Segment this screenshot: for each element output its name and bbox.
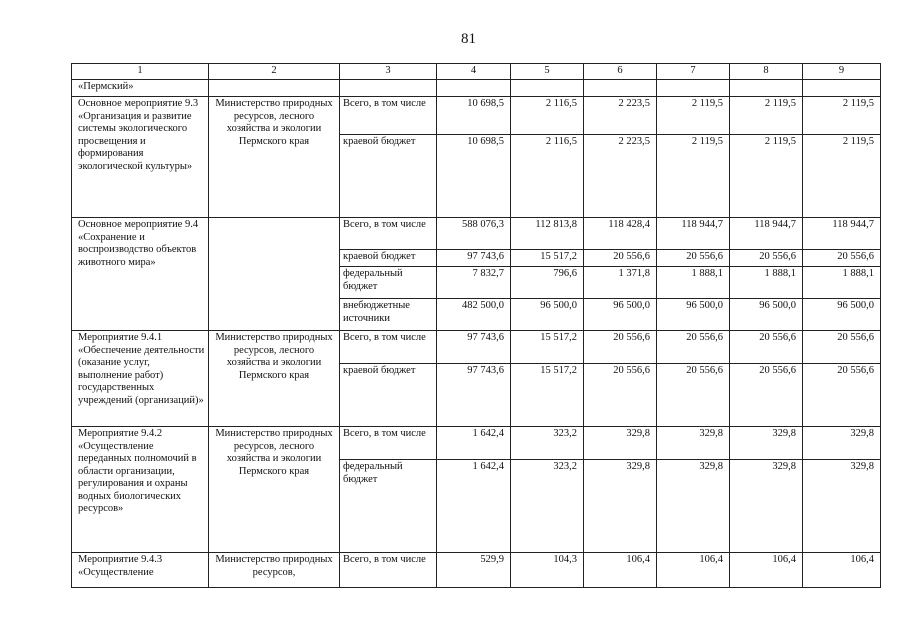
source-cell: Всего, в том числе — [340, 427, 437, 460]
responsible-cell: Министерство природных ресурсов, лесного хозяйства и экологии Пермского края — [209, 97, 340, 218]
value-cell: 20 556,6 — [730, 331, 803, 364]
value-cell: 2 119,5 — [657, 97, 730, 135]
table-row — [72, 218, 881, 250]
table-row — [72, 553, 881, 588]
column-header: 6 — [584, 64, 657, 80]
value-cell: 1 642,4 — [437, 460, 511, 553]
continuation-label: «Пермский» — [72, 80, 209, 97]
value-cell: 588 076,3 — [437, 218, 511, 250]
column-header: 5 — [511, 64, 584, 80]
value-cell: 2 119,5 — [730, 97, 803, 135]
value-cell: 106,4 — [730, 553, 803, 588]
value-cell: 329,8 — [584, 460, 657, 553]
measure-cell: Мероприятие 9.4.2 «Осуществление переданных полномочий в области организации, регулирования и охраны водных биологических ресурсов» — [72, 427, 209, 553]
responsible-cell — [209, 218, 340, 331]
value-cell: 97 743,6 — [437, 331, 511, 364]
budget-table — [71, 63, 881, 588]
value-cell: 20 556,6 — [657, 364, 730, 427]
value-cell: 529,9 — [437, 553, 511, 588]
value-cell: 118 944,7 — [730, 218, 803, 250]
value-cell: 97 743,6 — [437, 250, 511, 267]
value-cell: 106,4 — [657, 553, 730, 588]
value-cell: 20 556,6 — [584, 331, 657, 364]
measure-cell: Основное мероприятие 9.3 «Организация и развитие системы экологического просвещения и формирования экологической культуры» — [72, 97, 209, 218]
source-cell: внебюджетные источники — [340, 299, 437, 331]
value-cell: 118 944,7 — [803, 218, 881, 250]
value-cell: 106,4 — [803, 553, 881, 588]
value-cell: 2 119,5 — [657, 135, 730, 218]
value-cell: 96 500,0 — [584, 299, 657, 331]
value-cell: 1 888,1 — [730, 267, 803, 299]
responsible-cell: Министерство природных ресурсов, — [209, 553, 340, 588]
value-cell: 20 556,6 — [657, 250, 730, 267]
value-cell: 15 517,2 — [511, 250, 584, 267]
value-cell: 2 119,5 — [730, 135, 803, 218]
value-cell: 329,8 — [730, 460, 803, 553]
table-row — [72, 427, 881, 460]
value-cell: 2 119,5 — [803, 135, 881, 218]
value-cell: 2 223,5 — [584, 135, 657, 218]
value-cell: 329,8 — [803, 460, 881, 553]
value-cell: 104,3 — [511, 553, 584, 588]
column-header: 1 — [72, 64, 209, 80]
header-row — [72, 64, 881, 80]
value-cell: 20 556,6 — [657, 331, 730, 364]
value-cell: 96 500,0 — [803, 299, 881, 331]
column-header: 9 — [803, 64, 881, 80]
value-cell: 106,4 — [584, 553, 657, 588]
source-cell: Всего, в том числе — [340, 97, 437, 135]
value-cell: 2 223,5 — [584, 97, 657, 135]
value-cell: 118 944,7 — [657, 218, 730, 250]
value-cell: 20 556,6 — [803, 250, 881, 267]
measure-cell: Мероприятие 9.4.1 «Обеспечение деятельности (оказание услуг, выполнение работ) государственных учреждений (организаций)» — [72, 331, 209, 427]
column-header: 4 — [437, 64, 511, 80]
table-row — [72, 80, 881, 97]
value-cell: 1 642,4 — [437, 427, 511, 460]
value-cell: 96 500,0 — [511, 299, 584, 331]
value-cell: 2 116,5 — [511, 97, 584, 135]
value-cell: 10 698,5 — [437, 97, 511, 135]
value-cell: 329,8 — [584, 427, 657, 460]
value-cell: 7 832,7 — [437, 267, 511, 299]
responsible-cell: Министерство природных ресурсов, лесного хозяйства и экологии Пермского края — [209, 427, 340, 553]
value-cell: 329,8 — [657, 427, 730, 460]
source-cell: краевой бюджет — [340, 135, 437, 218]
value-cell: 329,8 — [657, 460, 730, 553]
source-cell: федеральный бюджет — [340, 267, 437, 299]
measure-cell: Основное мероприятие 9.4 «Сохранение и воспроизводство объектов животного мира» — [72, 218, 209, 331]
source-cell: Всего, в том числе — [340, 218, 437, 250]
value-cell: 2 119,5 — [803, 97, 881, 135]
value-cell: 112 813,8 — [511, 218, 584, 250]
value-cell: 118 428,4 — [584, 218, 657, 250]
source-cell: федеральный бюджет — [340, 460, 437, 553]
value-cell: 20 556,6 — [730, 364, 803, 427]
value-cell: 96 500,0 — [657, 299, 730, 331]
responsible-cell: Министерство природных ресурсов, лесного хозяйства и экологии Пермского края — [209, 331, 340, 427]
column-header: 3 — [340, 64, 437, 80]
source-cell: краевой бюджет — [340, 364, 437, 427]
source-cell: краевой бюджет — [340, 250, 437, 267]
value-cell: 329,8 — [730, 427, 803, 460]
value-cell: 20 556,6 — [584, 364, 657, 427]
column-header: 2 — [209, 64, 340, 80]
value-cell: 20 556,6 — [803, 364, 881, 427]
value-cell: 1 371,8 — [584, 267, 657, 299]
source-cell: Всего, в том числе — [340, 331, 437, 364]
column-header: 8 — [730, 64, 803, 80]
value-cell: 2 116,5 — [511, 135, 584, 218]
value-cell: 323,2 — [511, 460, 584, 553]
value-cell: 96 500,0 — [730, 299, 803, 331]
value-cell: 796,6 — [511, 267, 584, 299]
value-cell: 1 888,1 — [657, 267, 730, 299]
value-cell: 20 556,6 — [803, 331, 881, 364]
value-cell: 97 743,6 — [437, 364, 511, 427]
table-row — [72, 331, 881, 364]
measure-cell: Мероприятие 9.4.3 «Осуществление — [72, 553, 209, 588]
table-row — [72, 97, 881, 135]
source-cell: Всего, в том числе — [340, 553, 437, 588]
page-number: 81 — [461, 31, 476, 47]
value-cell: 15 517,2 — [511, 364, 584, 427]
value-cell: 329,8 — [803, 427, 881, 460]
value-cell: 20 556,6 — [584, 250, 657, 267]
value-cell: 1 888,1 — [803, 267, 881, 299]
value-cell: 10 698,5 — [437, 135, 511, 218]
value-cell: 20 556,6 — [730, 250, 803, 267]
column-header: 7 — [657, 64, 730, 80]
value-cell: 15 517,2 — [511, 331, 584, 364]
value-cell: 482 500,0 — [437, 299, 511, 331]
value-cell: 323,2 — [511, 427, 584, 460]
